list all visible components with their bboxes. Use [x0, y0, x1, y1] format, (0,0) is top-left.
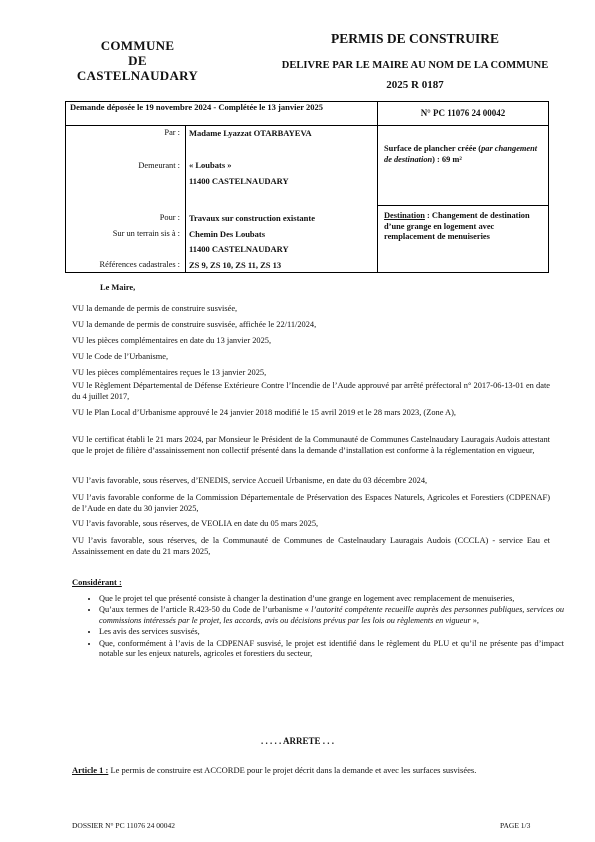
cadastre-value: ZS 9, ZS 10, ZS 11, ZS 13 — [189, 260, 282, 270]
demande-date: Demande déposée le 19 novembre 2024 - Complétée le 13 janvier 2025 — [70, 102, 323, 112]
considerant-item — [99, 605, 564, 626]
document-subtitle: DELIVRE PAR LE MAIRE AU NOM DE LA COMMUNE — [281, 60, 549, 71]
vu-4: VU les pièces complémentaires reçues le 13 janvier 2025, — [72, 368, 267, 377]
considerant-item: • Que le projet tel que présenté consiste à changer la destination d’une grange en logement avec remplacement de menuiseries, — [99, 594, 564, 604]
bullet2-a: Qu’aux termes de l’article R.423-50 du Code de l’urbanisme « — [99, 605, 312, 615]
document-title: PERMIS DE CONSTRUIRE — [330, 31, 500, 46]
considerant-list — [85, 594, 564, 660]
surface-italic: par changement de destination — [384, 144, 538, 164]
box-divider-left — [185, 125, 186, 273]
vu-8: VU l’avis favorable, sous réserves, d’ENEDIS, service Accueil Urbanisme, en date du 03 décembre 2024, — [72, 476, 428, 485]
vu-5: VU le Règlement Départemental de Défense Extérieure Contre l’Incendie de l’Aude approuvé par arrêté préfectoral n° 2017-06-13-01 en date du 4 juillet 2017, — [72, 381, 550, 401]
pc-number: N° PC 11076 24 00042 — [420, 108, 506, 118]
vu-7: VU le certificat établi le 21 mars 2024, par Monsieur le Président de la Communauté de Communes Castelnaudary Lauragais Audois attestant que le projet de filière d’assainissement non collectif présenté dans la demande d’installation est conforme à la réglementation en vigueur, — [72, 435, 550, 455]
pour-label: Pour : — [159, 213, 180, 222]
considerant-item: • Que, conformément à l’avis de la CDPENAF susvisé, le projet est identifié dans le règlement du PLU et qu’il ne présente pas d’impact notable sur les enjeux naturels, agricoles et forestiers du secteur, — [99, 639, 564, 660]
vu-1: VU la demande de permis de construire susvisée, affichée le 22/11/2024, — [72, 320, 317, 329]
cadastre-label: Références cadastrales : — [99, 260, 180, 269]
demeurant-line1: « Loubats » — [189, 160, 232, 170]
commune-header — [70, 38, 205, 83]
terrain-line1: Chemin Des Loubats — [189, 229, 266, 239]
le-maire: Le Maire, — [100, 283, 136, 292]
footer-page: PAGE 1/3 — [500, 821, 531, 830]
surface-label: Surface de plancher créée ( — [384, 144, 482, 153]
commune-line2: DE — [128, 53, 147, 68]
destination-value: : Changement de destination d’une grange en logement avec remplacement de menuiseries — [384, 211, 530, 241]
terrain-label: Sur un terrain sis à : — [112, 229, 180, 238]
demeurant-label: Demeurant : — [138, 161, 180, 170]
vu-6: VU le Plan Local d’Urbanisme approuvé le 24 janvier 2018 modifié le 15 avril 2019 et le 28 mars 2023, (Zone A), — [72, 408, 456, 417]
surface-value: ) : 69 m² — [432, 154, 462, 164]
vu-10: VU l’avis favorable, sous réserves, de VEOLIA en date du 05 mars 2025, — [72, 519, 319, 528]
considerant-heading: Considérant : — [72, 577, 122, 587]
vu-0: VU la demande de permis de construire susvisée, — [72, 304, 238, 313]
bullet2-c: », — [470, 615, 479, 625]
commune-line3: CASTELNAUDARY — [76, 68, 199, 83]
destination — [384, 211, 546, 243]
vu-11: VU l’avis favorable, sous réserves, de la Communauté de Communes de Castelnaudary Lauragais Audois (CCCLA) - service Eau et Assainissement en date du 21 mars 2025, — [72, 536, 550, 556]
article-1-label: Article 1 : — [72, 765, 109, 775]
article-1-text: Le permis de construire est ACCORDE pour le projet décrit dans la demande et avec les surfaces susvisées. — [108, 765, 477, 775]
terrain-line2: 11400 CASTELNAUDARY — [189, 244, 289, 254]
considerant-item: • Les avis des services susvisés, — [99, 627, 564, 637]
demeurant-line2: 11400 CASTELNAUDARY — [189, 176, 289, 186]
par-label: Par : — [164, 128, 180, 137]
article-1 — [72, 765, 550, 776]
permit-number: 2025 R 0187 — [386, 79, 444, 91]
vu-9: VU l’avis favorable conforme de la Commission Départementale de Préservation des Espaces Naturels, Agricoles et Forestiers (CDPENAF) de l’Aude en date du 30 janvier 2025, — [72, 493, 550, 513]
footer-dossier: DOSSIER N° PC 11076 24 00042 — [72, 821, 175, 830]
box-divider-horizontal — [65, 125, 549, 126]
surface-plancher — [384, 144, 544, 165]
info-box — [65, 101, 549, 273]
bullet2-quote: l’autorité compétente recueille auprès des personnes publiques, services ou commissions intéressés par le projet, les accords, avis ou décisions prévus par les lois ou règlements en vigueur — [99, 605, 564, 625]
vu-3: VU le Code de l’Urbanisme, — [72, 352, 169, 361]
destination-divider — [378, 205, 548, 206]
arrete-heading: . . . . . ARRETE . . . — [260, 736, 334, 746]
pour-value: Travaux sur construction existante — [189, 213, 316, 223]
destination-label: Destination — [384, 211, 425, 220]
commune-line1: COMMUNE — [100, 38, 175, 53]
vu-2: VU les pièces complémentaires en date du 13 janvier 2025, — [72, 336, 272, 345]
box-divider-right — [377, 101, 378, 273]
par-value: Madame Lyazzat OTARBAYEVA — [189, 128, 312, 138]
